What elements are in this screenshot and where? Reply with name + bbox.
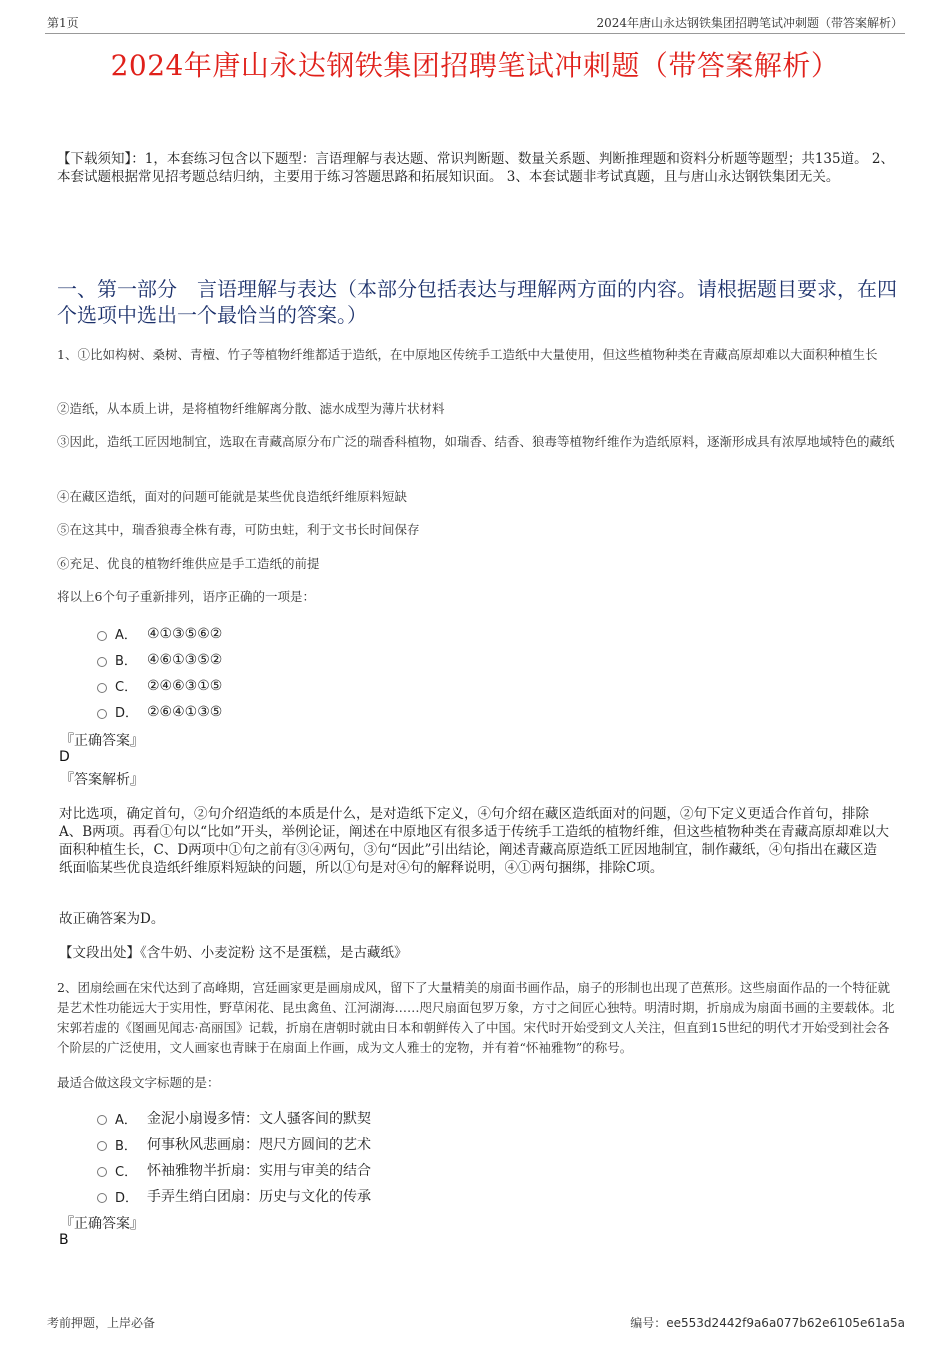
option-letter: B． — [115, 1138, 137, 1154]
radio-icon[interactable] — [97, 1193, 107, 1203]
option-text: ②④⑥③①⑤ — [147, 677, 223, 694]
footer-code-value: ee553d2442f9a6a077b62e6105e61a5a — [666, 1316, 905, 1330]
q1-sentence-2: ②造纸，从本质上讲，是将植物纤维解离分散、滤水成型为薄片状材料 — [57, 401, 445, 416]
radio-icon[interactable] — [97, 1167, 107, 1177]
option-text: 金泥小扇谩多情：文人骚客间的默契 — [147, 1111, 371, 1127]
option-text: 手弄生绡白团扇：历史与文化的传承 — [147, 1189, 371, 1205]
q1-sentence-1: 1、①比如构树、桑树、青檀、竹子等植物纤维都适于造纸，在中原地区传统手工造纸中大量使用，但这些植物种类在青藏高原却难以大面积种植生长 — [57, 347, 878, 362]
q1-option-b[interactable] — [97, 650, 222, 669]
q1-option-c[interactable] — [97, 676, 222, 695]
q1-sentence-3: ③因此，造纸工匠因地制宜，选取在青藏高原分布广泛的瑞香科植物，如瑞香、结香、狼毒等植物纤维作为造纸原料，逐渐形成具有浓厚地域特色的藏纸 — [57, 434, 895, 449]
radio-icon[interactable] — [97, 683, 107, 693]
q1-source: 【文段出处】《含牛奶、小麦淀粉 这不是蛋糕，是古藏纸》 — [59, 945, 408, 961]
q1-option-a[interactable] — [97, 624, 222, 643]
option-letter: A． — [115, 628, 137, 643]
option-text: ②⑥④①③⑤ — [147, 703, 223, 720]
radio-icon[interactable] — [97, 1141, 107, 1151]
q2-option-d[interactable] — [97, 1186, 371, 1206]
header-divider — [45, 33, 905, 34]
footer-code-label: 编号： — [630, 1316, 667, 1330]
q1-analysis: 对比选项，确定首句，②句介绍造纸的本质是什么，是对造纸下定义，④句介绍在藏区造纸面对的问题，②句下定义更适合作首句，排除A、B两项。再看①句以“比如”开头，举例论证，阐述在中原地区有很多适于传统手工造纸的植物纤维，但这些植物种类在青藏高原却难以大面积种植生长，C、D两项中①句之前有③④两句，③句“因此”引出结论，阐述青藏高原造纸工匠因地制宜，制作藏纸，④句指出在藏区造纸面临某些优良造纸纤维原料短缺的问题，所以①句是对④句的解释说明，④①两句捆绑，排除C项。 — [59, 806, 889, 876]
q1-question: 将以上6个句子重新排列，语序正确的一项是： — [57, 589, 315, 604]
radio-icon[interactable] — [97, 657, 107, 667]
page-number: 第1页 — [47, 16, 79, 30]
document-title: 2024年唐山永达钢铁集团招聘笔试冲刺题（带答案解析） — [110, 49, 840, 82]
q2-option-a[interactable] — [97, 1108, 371, 1128]
option-letter: B． — [115, 654, 137, 669]
option-text: 怀袖雅物半折扇：实用与审美的结合 — [147, 1163, 371, 1179]
q1-conclusion: 故正确答案为D。 — [59, 911, 165, 927]
section-title: 一、第一部分 言语理解与表达（本部分包括表达与理解两方面的内容。请根据题目要求，在四个选项中选出一个最恰当的答案。） — [57, 277, 897, 327]
q2-answer-label: 『正确答案』 — [60, 1216, 144, 1232]
q2-passage: 2、团扇绘画在宋代达到了高峰期，宫廷画家更是画扇成风，留下了大量精美的扇面书画作品，扇子的形制也出现了芭蕉形。这些扇面作品的一个特征就是艺术性功能远大于实用性，野草闲花、昆虫禽鱼、江河湖海……咫尺扇面包罗万象，方寸之间匠心独特。明清时期，折扇成为扇面书画的主要载体。北宋郭若虚的《图画见闻志·高丽国》记载，折扇在唐朝时就由日本和朝鲜传入了中国。宋代时开始受到文人关注，但直到15世纪的明代才开始受到社会各个阶层的广泛使用，文人画家也青睐于在扇面上作画，成为文人雅士的宠物，并有着“怀袖雅物”的称号。 — [57, 980, 895, 1055]
option-text: ④①③⑤⑥② — [147, 625, 223, 642]
q1-answer-label: 『正确答案』 — [60, 733, 144, 749]
option-letter: C． — [115, 680, 138, 695]
footer-code — [630, 1314, 905, 1331]
q2-option-c[interactable] — [97, 1160, 371, 1180]
radio-icon[interactable] — [97, 709, 107, 719]
radio-icon[interactable] — [97, 631, 107, 641]
option-text: ④⑥①③⑤② — [147, 651, 223, 668]
option-letter: C． — [115, 1164, 138, 1180]
footer-slogan: 考前押题，上岸必备 — [47, 1316, 156, 1330]
q1-sentence-5: ⑤在这其中，瑞香狼毒全株有毒，可防虫蛀，利于文书长时间保存 — [57, 522, 420, 537]
q1-sentence-4: ④在藏区造纸，面对的问题可能就是某些优良造纸纤维原料短缺 — [57, 489, 408, 504]
q2-option-b[interactable] — [97, 1134, 371, 1154]
option-letter: D． — [115, 706, 139, 721]
radio-icon[interactable] — [97, 1115, 107, 1125]
q1-sentence-6: ⑥充足、优良的植物纤维供应是手工造纸的前提 — [57, 556, 320, 571]
option-letter: D． — [115, 1190, 139, 1206]
q1-analysis-label: 『答案解析』 — [60, 772, 144, 788]
download-notice: 【下载须知】：1，本套练习包含以下题型：言语理解与表达题、常识判断题、数量关系题、判断推理题和资料分析题等题型；共135道。 2、本套试题根据常见招考题总结归纳，主要用于练习答题思路和拓展知识面。 3、本套试题非考试真题，且与唐山永达钢铁集团无关。 — [57, 151, 894, 185]
option-text: 何事秋风悲画扇：咫尺方圆间的艺术 — [147, 1137, 371, 1153]
q1-answer: D — [59, 749, 70, 765]
header-doc-title: 2024年唐山永达钢铁集团招聘笔试冲刺题（带答案解析） — [596, 16, 903, 30]
q2-answer: B — [59, 1232, 69, 1248]
option-letter: A． — [115, 1112, 137, 1128]
q1-option-d[interactable] — [97, 702, 222, 721]
q2-question: 最适合做这段文字标题的是： — [57, 1075, 220, 1090]
